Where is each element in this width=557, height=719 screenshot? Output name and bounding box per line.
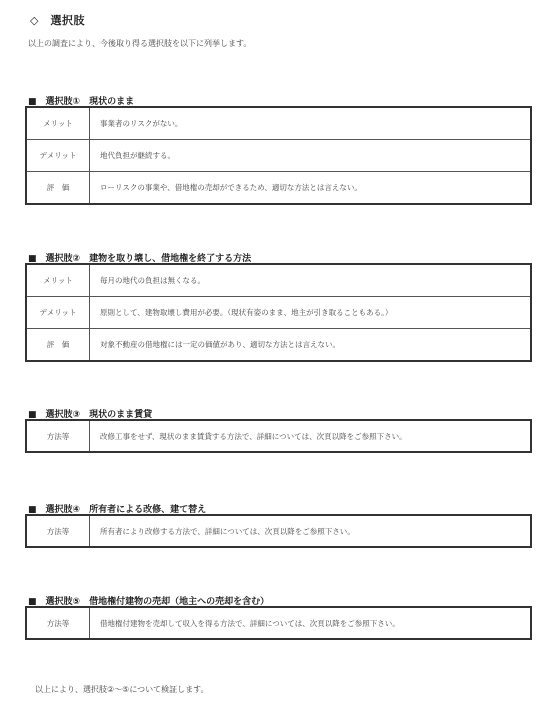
row-text: 毎月の地代の負担は無くなる。 — [90, 264, 532, 297]
table-row — [26, 264, 531, 297]
row-text: ローリスクの事業や、借地権の売却ができるため、適切な方法とは言えない。 — [90, 172, 532, 205]
option-5-title: ■ 選択肢⑤ 借地権付建物の売却（地主への売却を含む） — [28, 597, 270, 607]
row-text: 事業者のリスクがない。 — [90, 107, 532, 140]
option-3-title: ■ 選択肢③ 現状のまま賃貸 — [28, 410, 153, 420]
row-label: メリット — [26, 107, 90, 140]
table-row — [26, 420, 531, 452]
table-row — [26, 515, 531, 547]
conclusion-text: 以上により、選択肢②～⑤について検証します。 — [35, 685, 209, 694]
row-label: 方法等 — [26, 515, 90, 547]
intro-text: 以上の調査により、今後取り得る選択肢を以下に列挙します。 — [28, 39, 252, 48]
table-row — [26, 329, 531, 362]
row-label: 方法等 — [26, 420, 90, 452]
option-2-title: ■ 選択肢② 建物を取り壊し、借地権を終了する方法 — [28, 254, 252, 264]
row-text: 原則として、建物取壊し費用が必要。（現状有姿のまま、地主が引き取ることもある。） — [90, 297, 532, 329]
option-1-table — [25, 106, 532, 205]
row-text: 改修工事をせず、現状のまま賃貸する方法で、詳細については、次頁以降をご参照下さい。 — [90, 420, 532, 452]
option-2-table — [25, 263, 532, 362]
row-text: 対象不動産の借地権には一定の価値があり、適切な方法とは言えない。 — [90, 329, 532, 362]
row-label: メリット — [26, 264, 90, 297]
row-label: デメリット — [26, 297, 90, 329]
section-heading: ◇ 選択肢 — [30, 14, 85, 27]
row-text: 所有者により改修する方法で、詳細については、次頁以降をご参照下さい。 — [90, 515, 532, 547]
option-5-table — [25, 606, 532, 640]
table-row — [26, 107, 531, 140]
table-row — [26, 297, 531, 329]
option-3-table — [25, 419, 532, 453]
table-row — [26, 172, 531, 205]
option-4-title: ■ 選択肢④ 所有者による改修、建て替え — [28, 505, 207, 515]
row-label: 評 価 — [26, 329, 90, 362]
row-label: 評 価 — [26, 172, 90, 205]
row-label: デメリット — [26, 140, 90, 172]
row-text: 地代負担が継続する。 — [90, 140, 532, 172]
row-text: 借地権付建物を売却して収入を得る方法で、詳細については、次頁以降をご参照下さい。 — [90, 607, 532, 639]
table-row — [26, 607, 531, 639]
option-1-title: ■ 選択肢① 現状のまま — [28, 97, 135, 107]
row-label: 方法等 — [26, 607, 90, 639]
option-4-table — [25, 514, 532, 548]
table-row — [26, 140, 531, 172]
